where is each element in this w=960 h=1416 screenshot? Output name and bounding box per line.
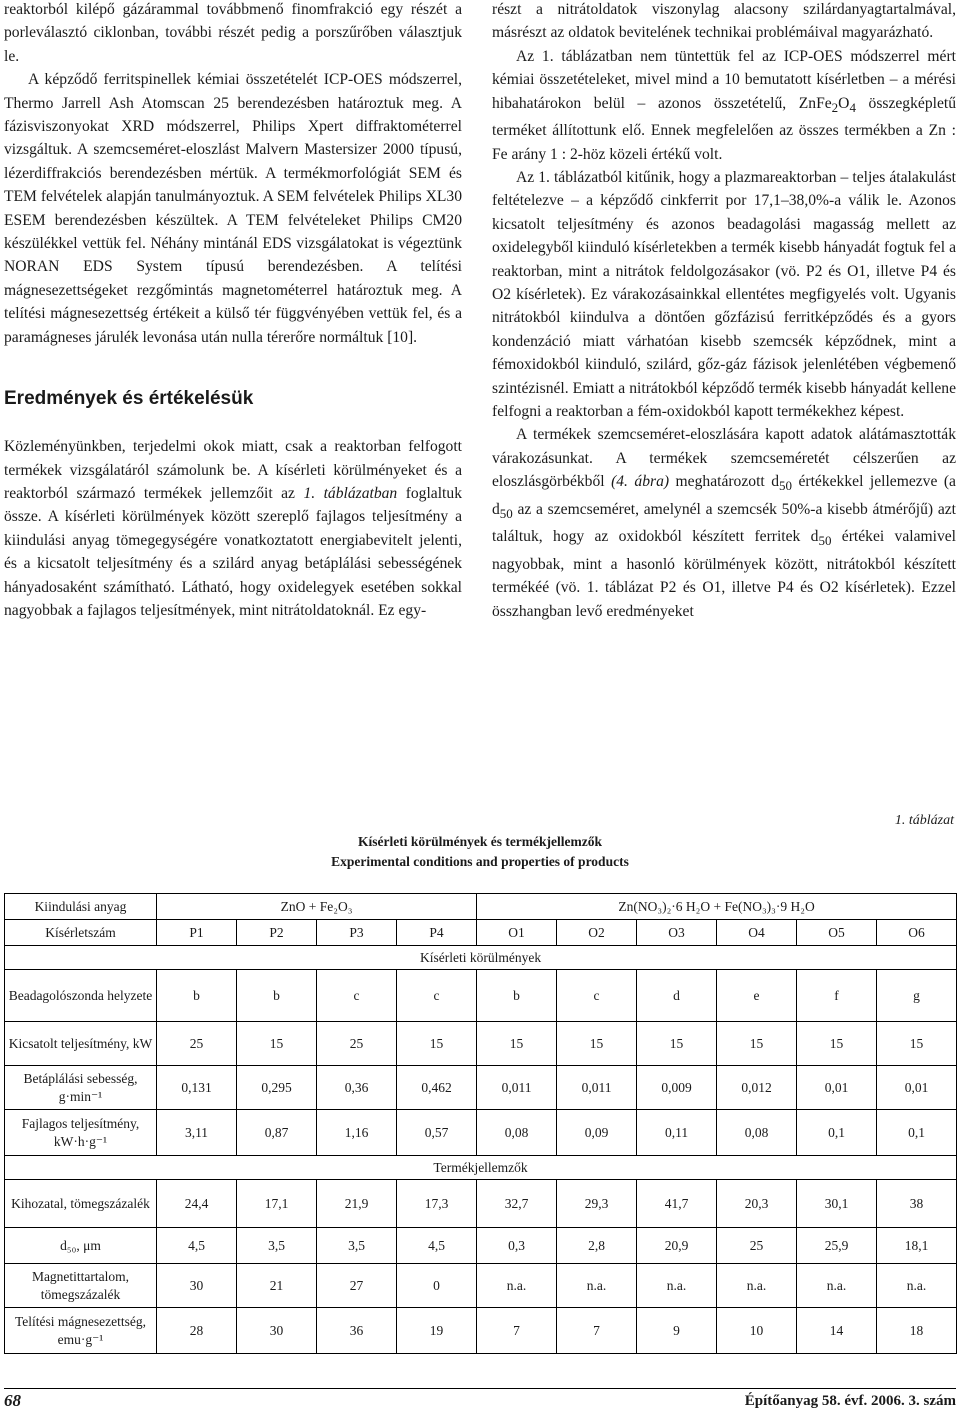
table-cell: 30 <box>157 1264 237 1308</box>
table-cell: 30 <box>237 1308 317 1354</box>
table-cell: 0,011 <box>557 1066 637 1110</box>
journal-info: Építőanyag 58. évf. 2006. 3. szám <box>744 1393 956 1409</box>
row-label: Kihozatal, tömegszázalék <box>5 1180 157 1228</box>
row-label: Kísérletszám <box>5 920 157 946</box>
row-label: Kicsatolt teljesítmény, kW <box>5 1022 157 1066</box>
footer-divider <box>4 1388 956 1389</box>
subscript: 50 <box>499 505 513 521</box>
experiment-id: O6 <box>877 920 957 946</box>
table-cell: 25 <box>317 1022 397 1066</box>
experiment-id: O1 <box>477 920 557 946</box>
table-cell: 21,9 <box>317 1180 397 1228</box>
table-cell: 10 <box>717 1308 797 1354</box>
table-section-row <box>5 1156 957 1180</box>
body-paragraph: részt a nitrátoldatok viszonylag alacsony szilárdanyagtartalmával, másrészt az oldatok bevitelének technikai problémáival magyarázható. <box>492 1 956 42</box>
table-cell: 29,3 <box>557 1180 637 1228</box>
table-cell: 25 <box>717 1228 797 1264</box>
table-cell: 20,3 <box>717 1180 797 1228</box>
table-cell: n.a. <box>477 1264 557 1308</box>
table-cell: b <box>237 970 317 1022</box>
subscript: 50 <box>779 478 792 494</box>
table-cell: 0,011 <box>477 1066 557 1110</box>
table-cell: 20,9 <box>637 1228 717 1264</box>
table-cell: 25 <box>157 1022 237 1066</box>
table-cell: 3,5 <box>237 1228 317 1264</box>
right-column <box>492 0 956 623</box>
table-cell: d <box>637 970 717 1022</box>
table-cell: g <box>877 970 957 1022</box>
experiment-id: P3 <box>317 920 397 946</box>
table-cell: n.a. <box>877 1264 957 1308</box>
table-cell: 0,01 <box>877 1066 957 1110</box>
table-cell: 15 <box>477 1022 557 1066</box>
table-cell: n.a. <box>797 1264 877 1308</box>
table-cell: 14 <box>797 1308 877 1354</box>
table-cell: 4,5 <box>397 1228 477 1264</box>
table-row <box>5 1228 957 1264</box>
table-row <box>5 894 957 920</box>
table-cell: b <box>157 970 237 1022</box>
subscript: 50 <box>818 533 832 549</box>
experiment-id: O4 <box>717 920 797 946</box>
left-column <box>4 0 462 622</box>
table-row <box>5 1180 957 1228</box>
experiment-id: P2 <box>237 920 317 946</box>
table-cell: 15 <box>397 1022 477 1066</box>
experiment-id: P1 <box>157 920 237 946</box>
body-text: meghatározott d <box>669 473 779 491</box>
experiment-id: O3 <box>637 920 717 946</box>
body-text: Az 1. táblázatban nem tüntettük fel az ICP-OES módszerrel mért kémiai összetételeket, mivel mind a 10 bemutatott kísérletben – a mérési hibahatárokon belül – azonos összetételű, ZnFe <box>492 47 956 112</box>
table-row <box>5 970 957 1022</box>
table-cell: 0,1 <box>877 1110 957 1156</box>
table-cell: b <box>477 970 557 1022</box>
table-cell: 7 <box>557 1308 637 1354</box>
table-cell: 15 <box>237 1022 317 1066</box>
body-paragraph <box>4 435 462 622</box>
table-cell: 36 <box>317 1308 397 1354</box>
table-cell: 4,5 <box>157 1228 237 1264</box>
body-paragraph <box>492 45 956 166</box>
table-cell: 24,4 <box>157 1180 237 1228</box>
table-cell: 3,5 <box>317 1228 397 1264</box>
experiment-id: O2 <box>557 920 637 946</box>
table-cell: 17,3 <box>397 1180 477 1228</box>
table-cell: 0 <box>397 1264 477 1308</box>
table-cell: 2,8 <box>557 1228 637 1264</box>
subscript: 4 <box>849 99 856 115</box>
table-cell: 1,16 <box>317 1110 397 1156</box>
row-label: Fajlagos teljesítmény, kW·h·g⁻¹ <box>5 1110 157 1156</box>
body-paragraph: Az 1. táblázatból kitűnik, hogy a plazmareaktorban – teljes átalakulást feltételezve – a képződő cinkferrit por 17,1–38,0%-a válik le. Azonos kicsatolt teljesítmény és azonos beadagolási magasság mellett az oxidelegyből kiinduló kísérletekben a termék kisebb hányadát fogtuk fel a reaktorban, mint a nitrátok feldolgozásakor (vö. P2 és O1, illetve P4 és O2 kísérletek). Ez várakozásainkkal ellentétes megfigyelés volt. Ugyanis nitrátokból kiindulva a döntően gőzfázisú ferritképződés és a gyors kondenzáció miatt várhatóan kisebb szemcsék képződnek, mint a fémoxidokból kiinduló, szilárd, gőz-gáz fázisok jelenlétében végbemenő szintézisnél. Emiatt a nitrátokból képződő termék kisebb hányadát kellene felfogni a reaktorban a fém-oxidokból kapott termékekhez képest. <box>492 168 956 421</box>
experiment-id: O5 <box>797 920 877 946</box>
table-row <box>5 920 957 946</box>
body-paragraph: A képződő ferritspinellek kémiai összetételét ICP-OES módszerrel, Thermo Jarrell Ash Atomscan 25 berendezésben határoztuk meg. A fázisviszonyokat XRD módszerrel, Philips Xpert diffraktométerrel vizsgáltuk. A szemcseméret-eloszlást Malvern Mastersizer 2000 típusú, lézerdiffrakciós berendezésben mértük. A termékmorfológiát SEM és TEM felvételek alapján tanulmányoztuk. A SEM felvételek Philips XL30 ESEM berendezésben készültek. A TEM felvételeket Philips CM20 készülékkel vettük fel. Néhány mintánál EDS vizsgálatokat is végeztünk NORAN EDS System típusú berendezésben. A telítési mágnesezettségeket rezgőmintás magnetométerrel határoztuk meg. A telítési mágnesezettség értékeit a külső tér függvényében vettük fel, és a paramágneses járulék levonása után nulla térerőre normáltuk [10]. <box>4 71 462 346</box>
table-cell: 0,08 <box>477 1110 557 1156</box>
table-cell: 0,131 <box>157 1066 237 1110</box>
table-cell: 9 <box>637 1308 717 1354</box>
row-label: Beadagolószonda helyzete <box>5 970 157 1022</box>
table-cell: 0,1 <box>797 1110 877 1156</box>
table-cell: 0,01 <box>797 1066 877 1110</box>
table-cell: f <box>797 970 877 1022</box>
table-cell: c <box>397 970 477 1022</box>
page-number: 68 <box>4 1391 21 1410</box>
table-cell: 0,11 <box>637 1110 717 1156</box>
row-label: d₅₀, μm <box>5 1228 157 1264</box>
table-cell: 28 <box>157 1308 237 1354</box>
table-title-en: Experimental conditions and properties of products <box>331 854 629 869</box>
body-text: Közleményünkben, terjedelmi okok miatt, csak a reaktorban felfogott termékek vizsgálatáról számolunk be. A kísérleti körülményeket és a reaktorból származó termékek jellemzőit az <box>4 438 462 502</box>
body-paragraph: reaktorból kilépő gázárammal továbbmenő finomfrakció egy részét a porleválasztó ciklonban, további részét pedig a porszűrőben választjuk le. <box>4 1 462 65</box>
table-row <box>5 1022 957 1066</box>
table-title-hu: Kísérleti körülmények és termékjellemzők <box>357 834 603 849</box>
body-text: O <box>838 94 850 112</box>
table-cell: 17,1 <box>237 1180 317 1228</box>
table-cell: 15 <box>717 1022 797 1066</box>
table-cell: e <box>717 970 797 1022</box>
table-cell: 0,87 <box>237 1110 317 1156</box>
row-label: Kiindulási anyag <box>5 894 157 920</box>
table-cell: n.a. <box>717 1264 797 1308</box>
table-cell: 15 <box>877 1022 957 1066</box>
body-text: értékekkel jellemezve (a d <box>492 473 956 518</box>
subscript: 2 <box>831 99 839 115</box>
table-cell: 0,09 <box>557 1110 637 1156</box>
section-heading: Eredmények és értékelésük <box>4 388 254 410</box>
figure-reference: (4. ábra) <box>611 473 670 491</box>
table-cell: 0,462 <box>397 1066 477 1110</box>
starting-material-nitrate: Zn(NO₃)₂·6 H₂O + Fe(NO₃)₃·9 H₂O <box>477 894 957 920</box>
row-label: Telítési mágnesezettség, emu·g⁻¹ <box>5 1308 157 1354</box>
table-cell: 25,9 <box>797 1228 877 1264</box>
table-cell: 0,012 <box>717 1066 797 1110</box>
table-cell: 0,295 <box>237 1066 317 1110</box>
table-cell: 15 <box>557 1022 637 1066</box>
table-cell: 15 <box>637 1022 717 1066</box>
table-row <box>5 1110 957 1156</box>
table-cell: 0,36 <box>317 1066 397 1110</box>
body-text: az a szemcseméret, amelynél a szemcsék 50%-a kisebb átmérőjű) azt találtuk, hogy az oxidokból készített ferritek d <box>492 500 956 546</box>
table-cell: 15 <box>797 1022 877 1066</box>
table-cell: 18 <box>877 1308 957 1354</box>
body-text: foglaltuk össze. A kísérleti körülmények között szereplő fajlagos teljesítmény a kiindulási anyag tömegegységére vonatkoztatott energiabevitelt jelenti, és a kicsatolt teljesítmény és a szilárd anyag betáplálási sebességének hányadosaként számítható. Látható, hogy oxidelegyek esetében sokkal nagyobbak a fajlagos teljesítmények, mint nitrátoldatoknál. Ez egy- <box>4 484 462 619</box>
table-caption <box>0 832 960 872</box>
table-cell: 0,08 <box>717 1110 797 1156</box>
table-cell: n.a. <box>557 1264 637 1308</box>
body-text: értékei valamivel nagyobbak, mint a hasonló körülmények között, nitrátokból készített termékéé (vö. 1. táblázat P2 és O1, illetve P4 és O2 kísérletek). Ezzel összhangban levő eredményeket <box>492 528 957 620</box>
table-cell: 32,7 <box>477 1180 557 1228</box>
table-cell: 3,11 <box>157 1110 237 1156</box>
table-cell: 19 <box>397 1308 477 1354</box>
table-cell: 30,1 <box>797 1180 877 1228</box>
table-cell: c <box>317 970 397 1022</box>
table-cell: 38 <box>877 1180 957 1228</box>
table-row <box>5 1308 957 1354</box>
section-label-products: Termékjellemzők <box>5 1156 957 1180</box>
table-cell: n.a. <box>637 1264 717 1308</box>
experiment-id: P4 <box>397 920 477 946</box>
table-cell: 27 <box>317 1264 397 1308</box>
table-cell: 0,3 <box>477 1228 557 1264</box>
table-cell: 18,1 <box>877 1228 957 1264</box>
table-cell: 7 <box>477 1308 557 1354</box>
table-cell: 0,57 <box>397 1110 477 1156</box>
body-paragraph <box>492 423 956 623</box>
results-table <box>4 893 957 1354</box>
table-reference: 1. táblázatban <box>303 484 398 502</box>
table-cell: 0,009 <box>637 1066 717 1110</box>
starting-material-oxide: ZnO + Fe₂O₃ <box>157 894 477 920</box>
table-section-row <box>5 946 957 970</box>
row-label: Magnetittartalom, tömegszázalék <box>5 1264 157 1308</box>
table-number: 1. táblázat <box>894 813 954 828</box>
table-cell: c <box>557 970 637 1022</box>
row-label: Betáplálási sebesség, g·min⁻¹ <box>5 1066 157 1110</box>
table-cell: 41,7 <box>637 1180 717 1228</box>
table-row <box>5 1066 957 1110</box>
table-cell: 21 <box>237 1264 317 1308</box>
section-label-conditions: Kísérleti körülmények <box>5 946 957 970</box>
body-text: összegképletű terméket állítottunk elő. Ennek megfelelően az összes termékben a Zn : Fe arány 1 : 2-höz közeli értékű volt. <box>492 94 956 163</box>
table-row <box>5 1264 957 1308</box>
body-text: A termékek szemcseméret-eloszlására kapott adatok alátámasztották várakozásunkat. A termékek szemcseméretét célszerűen az eloszlásgörbékből <box>492 426 956 491</box>
